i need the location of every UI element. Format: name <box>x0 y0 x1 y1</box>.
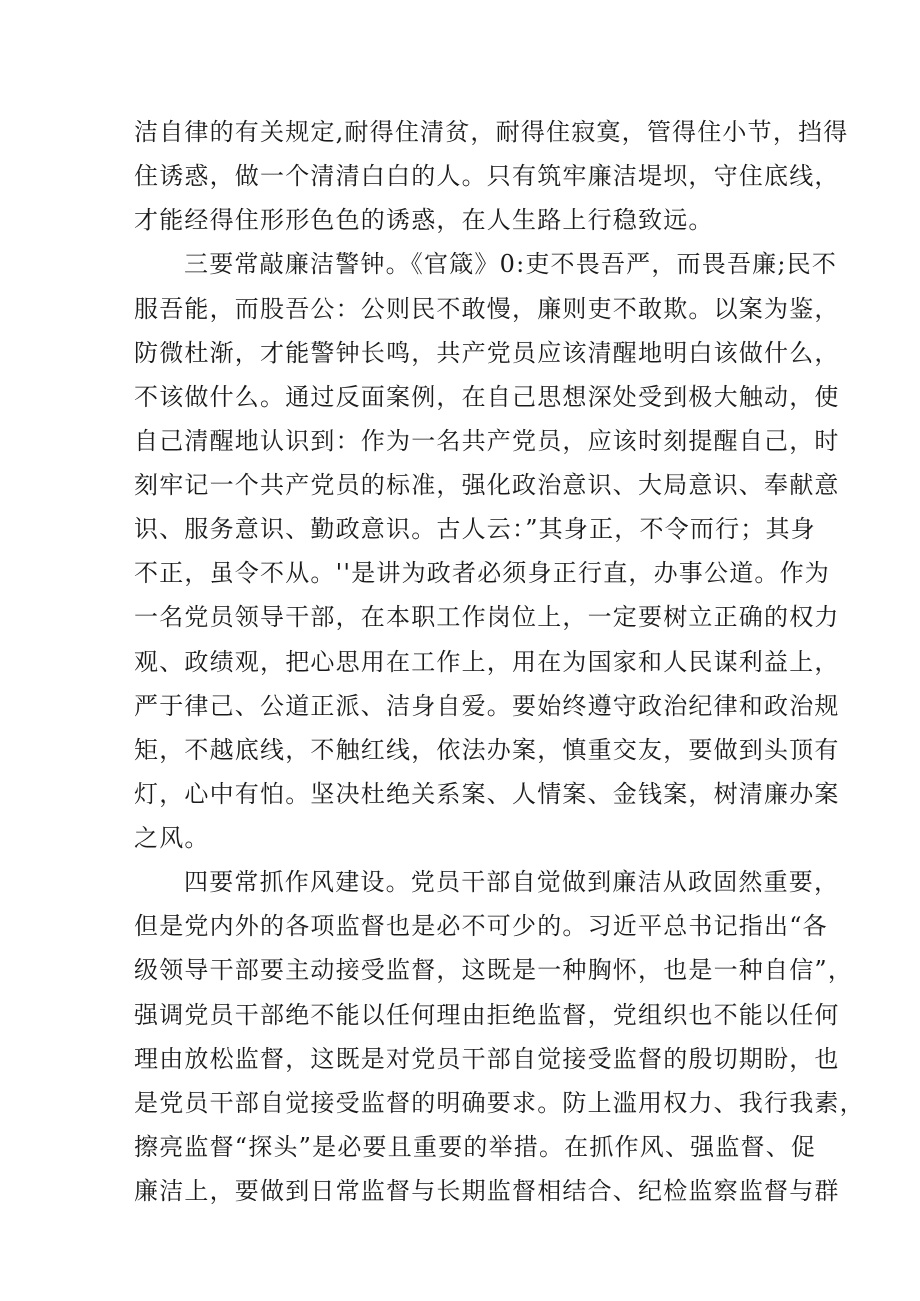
text-line: 不正，虽令不从。''是讲为政者必须身正行直，办事公道。作为 <box>134 559 830 587</box>
text-line: 自己清醒地认识到：作为一名共产党员，应该时刻提醒自己，时 <box>134 427 840 455</box>
paragraph-start-line: 三要常敲廉洁警钟。《官箴》0:吏不畏吾严，而畏吾廉;民不 <box>184 250 838 278</box>
text-line: 灯，心中有怕。坚决杜绝关系案、人情案、金钱案，树清廉办案 <box>134 780 840 808</box>
text-line: 级领导干部要主动接受监督，这既是一种胸怀，也是一种自信”， <box>134 956 854 984</box>
text-line: 一名党员领导干部，在本职工作岗位上，一定要树立正确的权力 <box>134 603 840 631</box>
text-line: 矩，不越底线，不触红线，依法办案，慎重交友，要做到头顶有 <box>134 736 840 764</box>
text-line: 之风。 <box>134 824 210 852</box>
text-line: 但是党内外的各项监督也是必不可少的。习近平总书记指出“各 <box>134 912 828 940</box>
text-line: 是党员干部自觉接受监督的明确要求。防上滥用权力、我行我素， <box>134 1089 865 1117</box>
text-line: 住诱惑，做一个清清白白的人。只有筑牢廉洁堤坝，守住底线， <box>134 162 840 190</box>
text-line: 才能经得住形形色色的诱惑，在人生路上行稳致远。 <box>134 206 714 234</box>
text-line: 廉洁上，要做到日常监督与长期监督相结合、纪检监察监督与群 <box>134 1177 840 1205</box>
paragraph-start-line: 四要常抓作风建设。党员干部自觉做到廉洁从政固然重要， <box>184 868 840 896</box>
text-line: 防微杜渐，才能警钟长鸣，共产党员应该清醒地明白该做什么， <box>134 339 840 367</box>
text-line: 理由放松监督，这既是对党员干部自觉接受监督的殷切期盼，也 <box>134 1045 840 1073</box>
text-line: 擦亮监督“探头”是必要且重要的举措。在抓作风、强监督、促 <box>134 1133 817 1161</box>
text-line: 洁自律的有关规定,耐得住清贫，耐得住寂寞，管得住小节，挡得 <box>134 118 849 146</box>
text-line: 服吾能，而股吾公：公则民不敢慢，廉则吏不敢欺。以案为鉴， <box>134 295 840 323</box>
text-line: 识、服务意识、勤政意识。古人云：”其身正，不令而行；其身 <box>134 515 816 543</box>
text-line: 不该做什么。通过反面案例，在自己思想深处受到极大触动，使 <box>134 383 840 411</box>
text-line: 严于律己、公道正派、洁身自爱。要始终遵守政治纪律和政治规 <box>134 692 840 720</box>
text-line: 刻牢记一个共产党员的标准，强化政治意识、大局意识、奉献意 <box>134 471 840 499</box>
text-line: 强调党员干部绝不能以任何理由拒绝监督，党组织也不能以任何 <box>134 1001 840 1029</box>
text-line: 观、政绩观，把心思用在工作上，用在为国家和人民谋利益上， <box>134 648 840 676</box>
